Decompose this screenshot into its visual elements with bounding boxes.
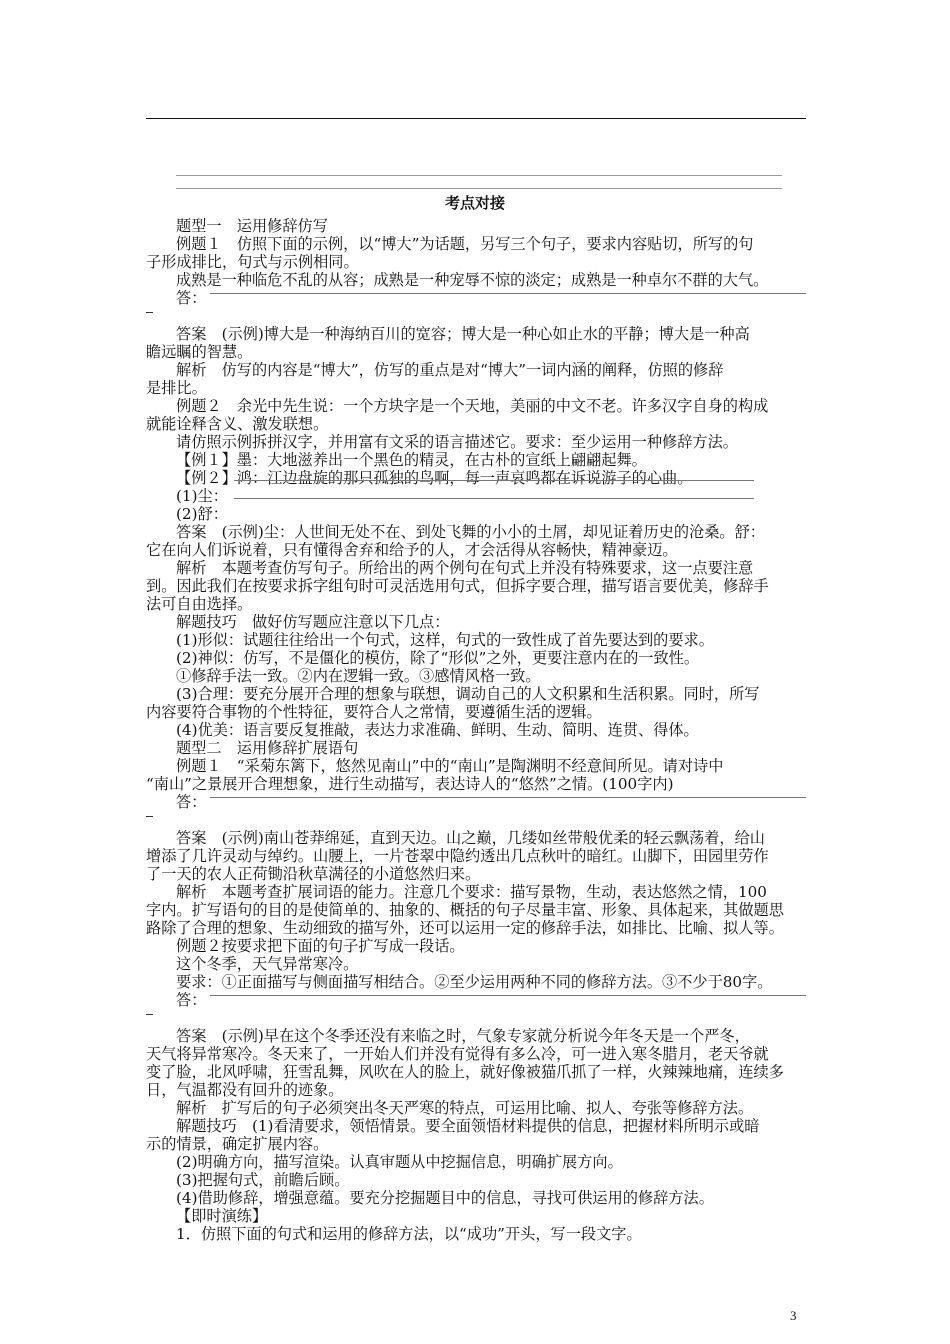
text-line: 了一天的农人正荷锄沿秋草满径的小道悠然归来。 [146,865,481,883]
text-line: 解题技巧 做好仿写题应注意以下几点： [176,613,450,631]
header-dash-line [176,188,782,189]
section-heading: 考点对接 [444,194,505,212]
text-line: 请仿照示例拆拼汉字，并用富有文采的语言描述它。要求：至少运用一种修辞方法。 [176,433,738,451]
text-line: 要求：①正面描写与侧面描写相结合。②至少运用两种不同的修辞方法。③不少于80字。 [176,973,773,991]
text-line: 成熟是一种临危不乱的从容；成熟是一种宠辱不惊的淡定；成熟是一种卓尔不群的大气。 [176,271,769,289]
header-dash-line [176,175,782,176]
answer-blank-stub [146,1014,153,1015]
text-line: 子形成排比，句式与示例相同。 [146,253,359,271]
text-line: 变了脸，北风呼啸，狂雪乱舞，风吹在人的脸上，就好像被猫爪抓了一样，火辣辣地痛，连续多 [146,1063,784,1081]
text-line: (2)舒： [176,505,228,523]
text-line: 【例２】鸿：江边盘旋的那只孤独的鸟啊，每一声哀鸣都在诉说游子的心曲。 [176,469,693,487]
answer-blank-line[interactable] [234,480,754,481]
text-line: 解析 本题考查扩展词语的能力。注意几个要求：描写景物，生动，表达悠然之情，100 [176,883,767,901]
text-line: 示的情景，确定扩展内容。 [146,1135,329,1153]
text-line: 内容要符合事物的个性特征，要符合人之常情，要遵循生活的逻辑。 [146,703,602,721]
text-line: (3)合理：要充分展开合理的想象与联想，调动自己的人文积累和生活积累。同时，所写 [176,685,760,703]
text-line: 天气将异常寒冷。冬天来了，一开始人们并没有觉得有多么冷，可一进入寒冬腊月，老天爷就 [146,1045,769,1063]
header-rule [146,118,806,119]
text-line: 瞻远瞩的智慧。 [146,343,253,361]
text-line: 例题１ 仿照下面的示例，以“博大”为话题，另写三个句子，要求内容贴切，所写的句 [176,235,754,253]
text-line: 例题１ “采菊东篱下，悠然见南山”中的“南山”是陶渊明不经意间所见。请对诗中 [176,757,724,775]
text-line: (1)尘： [176,487,228,505]
text-line: 答： [176,289,207,307]
text-line: 解析 仿写的内容是“博大”，仿写的重点是对“博大”一词内涵的阐释，仿照的修辞 [176,361,724,379]
answer-blank-line[interactable] [210,797,806,798]
text-line: 1．仿照下面的句式和运用的修辞方法，以“成功”开头，写一段文字。 [176,1225,642,1243]
answer-blank-stub [146,816,153,817]
page-number: 3 [790,1308,797,1323]
text-line: 答案 (示例)博大是一种海纳百川的宽容；博大是一种心如止水的平静；博大是一种高 [176,325,750,343]
text-line: (2)明确方向，描写渲染。认真审题从中挖掘信息，明确扩展方向。 [176,1153,623,1171]
text-line: 法可自由选择。 [146,595,253,613]
text-line: 解析 扩写后的句子必须突出冬天严寒的特点，可运用比喻、拟人、夸张等修辞方法。 [176,1099,754,1117]
text-line: 题型一 运用修辞仿写 [176,217,328,235]
text-line: (3)把握句式，前瞻后顾。 [176,1171,350,1189]
text-line: 【即时演练】 [176,1207,268,1225]
text-line: 字内。扩写语句的目的是使简单的、抽象的、概括的句子尽量丰富、形象、具体起来，其做题思 [146,901,784,919]
text-line: (2)神似：仿写，不是僵化的模仿，除了“形似”之外，更要注意内在的一致性。 [176,649,700,667]
text-line: 日，气温都没有回升的迹象。 [146,1081,344,1099]
text-line: 是排比。 [146,379,207,397]
text-line: 就能诠释含义、激发联想。 [146,415,329,433]
text-line: 例题２按要求把下面的句子扩写成一段话。 [176,937,465,955]
text-line: 到。因此我们在按要求拆字组句时可灵活选用句式，但拆字要合理，描写语言要优美，修辞手 [146,577,769,595]
text-line: (1)形似：试题往往给出一个句式，这样，句式的一致性成了首先要达到的要求。 [176,631,714,649]
text-line: (4)优美：语言要反复推敲，表达力求准确、鲜明、生动、简明、连贯、得体。 [176,721,699,739]
answer-blank-line[interactable] [210,293,806,294]
text-line: 答： [176,793,207,811]
text-line: 增添了几许灵动与绰约。山腰上，一片苍翠中隐约透出几点秋叶的暗红。山脚下，田园里劳作 [146,847,769,865]
text-line: 【例１】墨：大地滋养出一个黑色的精灵，在古朴的宣纸上翩翩起舞。 [176,451,647,469]
text-line: 答案 (示例)南山苍莽绵延，直到天边。山之巅，几缕如丝带般优柔的轻云飘荡着，给山 [176,829,765,847]
text-line: “南山”之景展开合理想象，进行生动描写，表达诗人的“悠然”之情。(100字内) [146,775,674,793]
text-line: 答案 (示例)尘：人世间无处不在、到处飞舞的小小的土屑，却见证着历史的沧桑。舒： [176,523,765,541]
text-line: 题型二 运用修辞扩展语句 [176,739,359,757]
text-line: 答： [176,991,207,1009]
text-line: (4)借助修辞，增强意蕴。要充分挖掘题目中的信息，寻找可供运用的修辞方法。 [176,1189,714,1207]
text-line: 它在向人们诉说着，只有懂得舍弃和给予的人，才会活得从容畅快，精神豪迈。 [146,541,678,559]
text-line: 解题技巧 (1)看清要求，领悟情景。要全面领悟材料提供的信息，把握材料所明示或暗 [176,1117,760,1135]
text-line: ①修辞手法一致。②内在逻辑一致。③感情风格一致。 [176,667,541,685]
answer-blank-line[interactable] [210,995,806,996]
text-line: 解析 本题考查仿写句子。所给出的两个例句在句式上并没有特殊要求，这一点要注意 [176,559,754,577]
answer-blank-stub [146,312,153,313]
text-line: 答案 (示例)早在这个冬季还没有来临之时，气象专家就分析说今年冬天是一个严冬， [176,1027,750,1045]
text-line: 这个冬季，天气异常寒冷。 [176,955,359,973]
text-line: 例题２ 余光中先生说：一个方块字是一个天地，美丽的中文不老。许多汉字自身的构成 [176,397,769,415]
text-line: 路除了合理的想象、生动细致的描写外，还可以运用一定的修辞手法，如排比、比喻、拟人等。 [146,919,784,937]
answer-blank-line[interactable] [234,498,754,499]
